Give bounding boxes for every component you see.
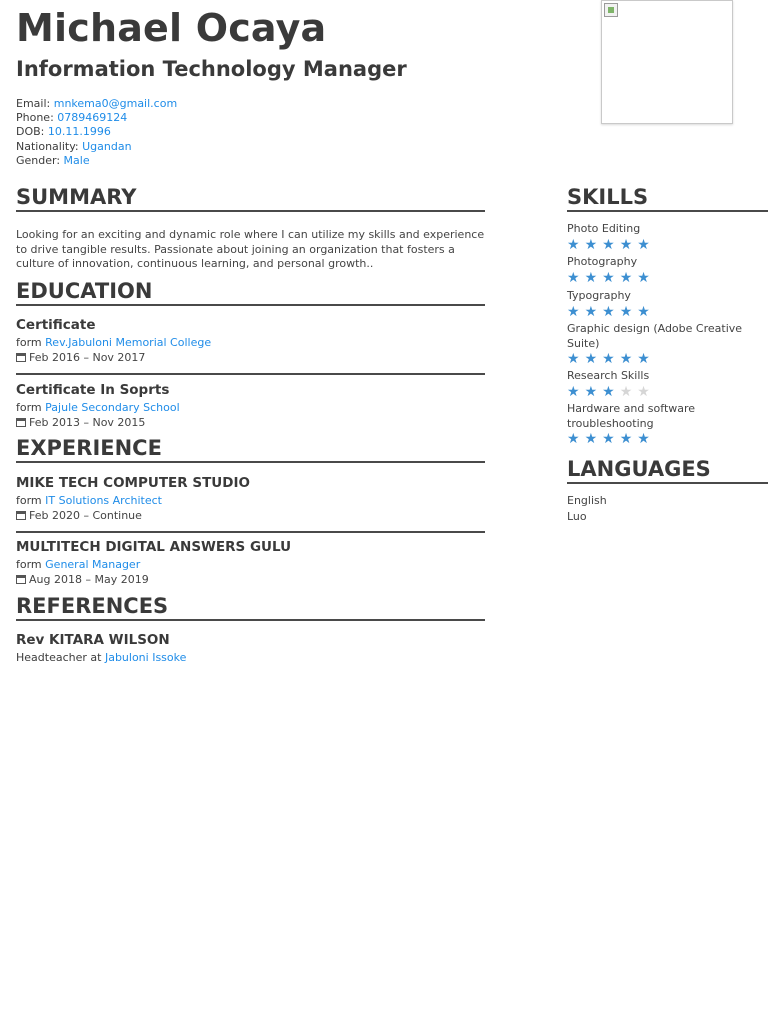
date-text: Feb 2016 – Nov 2017 — [29, 351, 146, 364]
entry-date — [16, 416, 485, 429]
skill-rating — [567, 431, 765, 447]
entry-divider — [16, 531, 485, 533]
job-title: Information Technology Manager — [16, 57, 407, 81]
skill-rating — [567, 384, 765, 400]
skill-rating — [567, 237, 765, 253]
skill-rating — [567, 304, 765, 320]
star-filled-icon: ★ — [584, 351, 603, 367]
skill-item — [567, 222, 765, 253]
email-link[interactable]: mnkema0@gmail.com — [53, 97, 178, 110]
star-filled-icon: ★ — [619, 351, 638, 367]
language-item: Luo — [567, 510, 587, 523]
star-filled-icon: ★ — [619, 269, 638, 286]
skill-name: Photo Editing — [567, 222, 641, 235]
role-link[interactable]: General Manager — [45, 558, 141, 571]
star-empty-icon: ★ — [637, 383, 655, 400]
skill-name: Photography — [567, 255, 638, 268]
contact-phone — [16, 111, 177, 125]
entry-institution — [16, 336, 485, 349]
candidate-name: Michael Ocaya — [16, 6, 327, 50]
star-filled-icon: ★ — [637, 236, 655, 253]
entry-prefix: form — [16, 336, 46, 349]
calendar-icon — [16, 575, 26, 584]
entry-title: Certificate In Soprts — [16, 382, 170, 398]
contact-dob — [16, 125, 177, 139]
entry-prefix: form — [16, 401, 46, 414]
date-text: Aug 2018 – May 2019 — [29, 573, 149, 586]
languages-heading: LANGUAGES — [567, 457, 768, 484]
star-filled-icon: ★ — [602, 383, 620, 400]
star-filled-icon: ★ — [584, 383, 603, 400]
entry-prefix: form — [16, 558, 46, 571]
entry-institution — [16, 401, 485, 414]
contact-label: Gender: — [16, 153, 64, 167]
contact-label: Email: — [16, 97, 54, 110]
skill-item — [567, 402, 765, 447]
language-item: English — [567, 494, 607, 507]
contact-nationality — [16, 140, 177, 154]
skill-name: Typography — [567, 289, 631, 302]
skill-name: Research Skills — [567, 369, 650, 382]
skill-item — [567, 369, 765, 400]
entry-role — [16, 494, 485, 507]
entry-title: Certificate — [16, 317, 96, 333]
star-filled-icon: ★ — [637, 431, 655, 447]
star-filled-icon: ★ — [584, 303, 603, 320]
skills-heading: SKILLS — [567, 185, 768, 212]
contact-label: Phone: — [16, 111, 58, 125]
entry-title: MULTITECH DIGITAL ANSWERS GULU — [16, 539, 292, 555]
star-filled-icon: ★ — [584, 431, 603, 447]
contact-label: DOB: — [16, 125, 48, 139]
phone-link[interactable]: 0789469124 — [57, 111, 128, 125]
education-entry — [16, 317, 485, 364]
skill-item — [567, 255, 765, 286]
star-filled-icon: ★ — [602, 269, 620, 286]
date-text: Feb 2013 – Nov 2015 — [29, 416, 146, 429]
education-entry — [16, 382, 485, 429]
reference-position — [16, 651, 485, 664]
reference-prefix: Headteacher at — [16, 651, 105, 664]
experience-heading: EXPERIENCE — [16, 436, 485, 463]
education-heading: EDUCATION — [16, 279, 485, 306]
entry-date — [16, 573, 485, 586]
skill-item — [567, 322, 765, 367]
star-filled-icon: ★ — [584, 236, 603, 253]
star-filled-icon: ★ — [567, 383, 585, 400]
star-filled-icon: ★ — [602, 351, 620, 367]
star-filled-icon: ★ — [602, 236, 620, 253]
profile-photo — [601, 0, 733, 124]
star-filled-icon: ★ — [567, 269, 585, 286]
star-filled-icon: ★ — [637, 269, 655, 286]
star-filled-icon: ★ — [584, 269, 603, 286]
skill-item — [567, 289, 765, 320]
role-link[interactable]: IT Solutions Architect — [45, 494, 162, 507]
institution-link[interactable]: Rev.Jabuloni Memorial College — [45, 336, 212, 349]
references-heading: REFERENCES — [16, 594, 485, 621]
calendar-icon — [16, 511, 26, 520]
entry-prefix: form — [16, 494, 46, 507]
gender-value: Male — [63, 153, 90, 167]
dob-value: 10.11.1996 — [47, 125, 111, 139]
contact-email — [16, 97, 177, 111]
entry-role — [16, 558, 485, 571]
date-text: Feb 2020 – Continue — [29, 509, 142, 522]
nationality-value: Ugandan — [82, 139, 132, 153]
star-empty-icon: ★ — [619, 383, 638, 400]
contact-gender — [16, 154, 177, 168]
summary-heading: SUMMARY — [16, 185, 485, 212]
star-filled-icon: ★ — [619, 236, 638, 253]
star-filled-icon: ★ — [619, 431, 638, 447]
contact-info — [16, 97, 177, 168]
entry-date — [16, 351, 485, 364]
broken-image-icon — [604, 3, 618, 17]
contact-label: Nationality: — [16, 139, 83, 153]
skill-name: Graphic design (Adobe Creative Suite) — [567, 322, 743, 350]
reference-entry — [16, 632, 485, 664]
star-filled-icon: ★ — [602, 431, 620, 447]
star-filled-icon: ★ — [637, 351, 655, 367]
calendar-icon — [16, 353, 26, 362]
star-filled-icon: ★ — [619, 303, 638, 320]
reference-name: Rev KITARA WILSON — [16, 632, 170, 648]
summary-text: Looking for an exciting and dynamic role where I can utilize my skills and experience to drive tangible results. Passionate about joining an organization that fosters a culture of innovation, continuous learning, and personal growth.. — [16, 228, 485, 271]
star-filled-icon: ★ — [637, 303, 655, 320]
skill-name: Hardware and software troubleshooting — [567, 402, 696, 430]
reference-org-link[interactable]: Jabuloni Issoke — [104, 651, 187, 664]
entry-date — [16, 509, 485, 522]
star-filled-icon: ★ — [602, 303, 620, 320]
entry-title: MIKE TECH COMPUTER STUDIO — [16, 475, 250, 491]
star-filled-icon: ★ — [567, 351, 585, 367]
entry-divider — [16, 373, 485, 375]
experience-entry — [16, 539, 485, 586]
institution-link[interactable]: Pajule Secondary School — [45, 401, 180, 414]
star-filled-icon: ★ — [567, 303, 585, 320]
skill-rating — [567, 270, 765, 286]
calendar-icon — [16, 418, 26, 427]
skill-rating — [567, 351, 765, 367]
experience-entry — [16, 475, 485, 522]
star-filled-icon: ★ — [567, 431, 585, 447]
star-filled-icon: ★ — [567, 236, 585, 253]
